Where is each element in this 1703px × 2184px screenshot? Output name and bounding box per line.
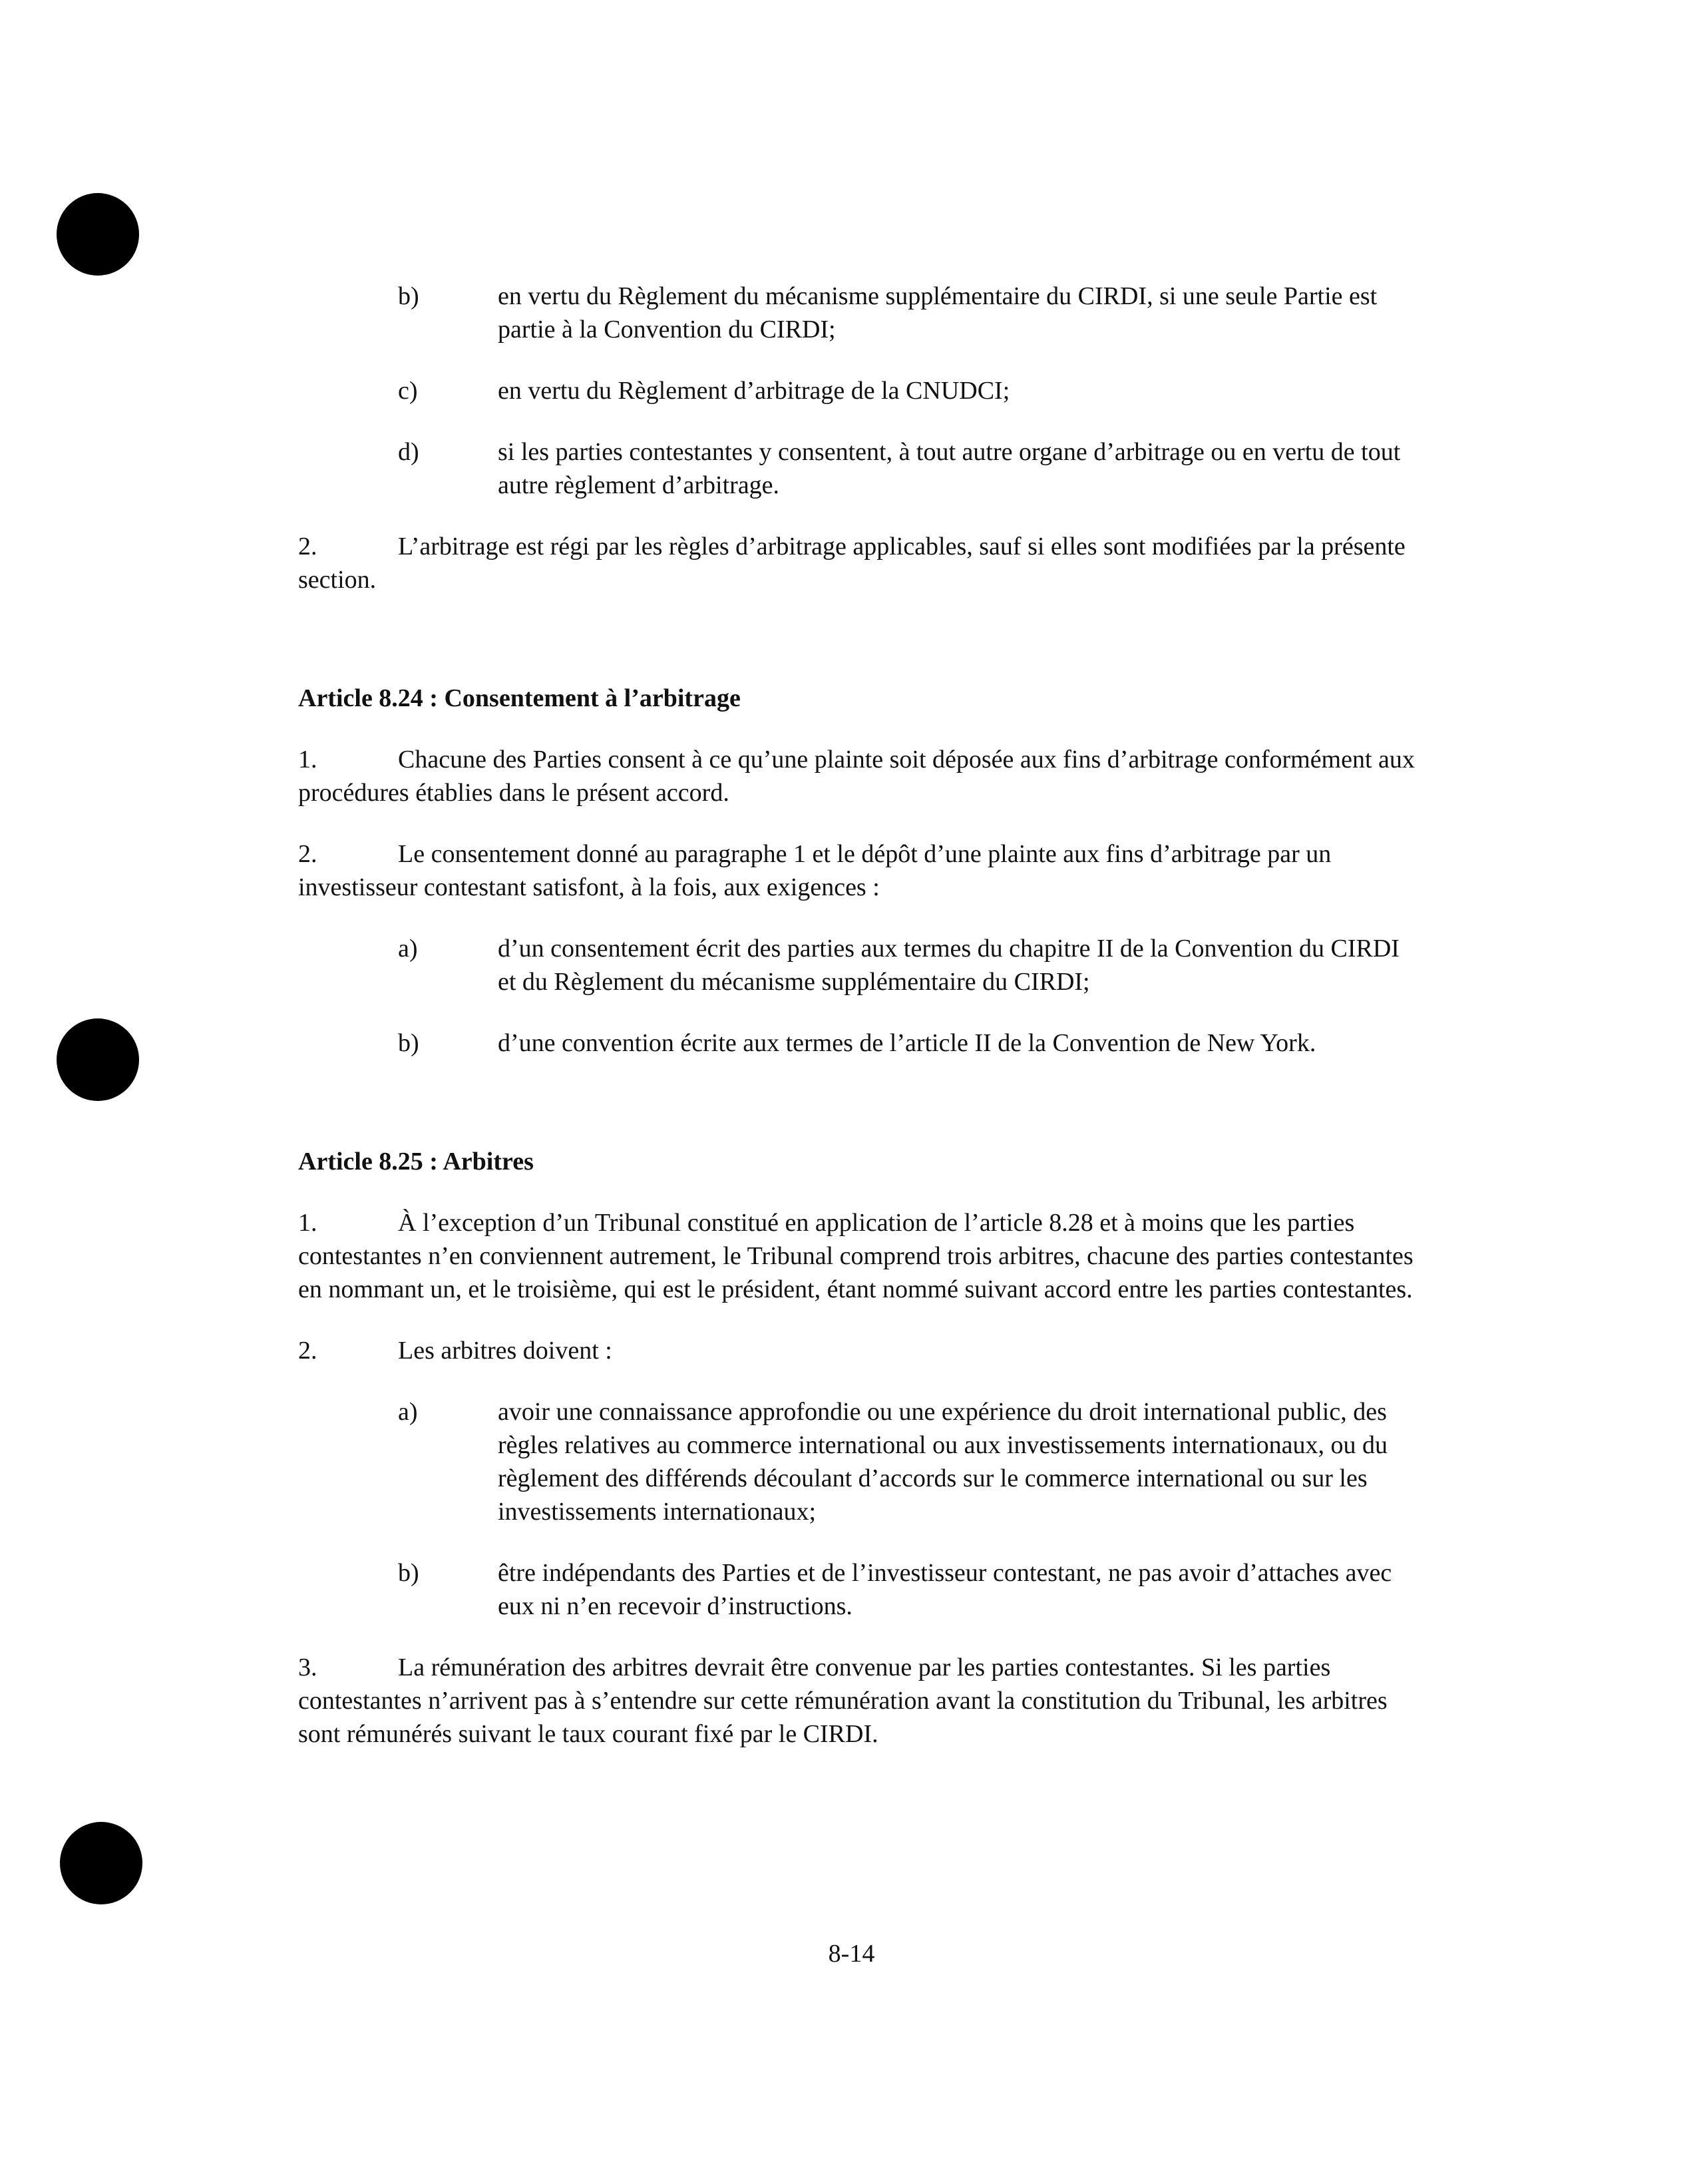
document-body <box>298 280 1416 1751</box>
paragraph-text: Chacune des Parties consent à ce qu’une plainte soit déposée aux fins d’arbitrage conformément aux procédures établies dans le présent accord. <box>298 746 1415 807</box>
item-label: b) <box>398 1559 419 1587</box>
paragraph <box>298 837 1416 904</box>
paragraph-text: À l’exception d’un Tribunal constitué en application de l’article 8.28 et à moins que les parties contestantes n’en conviennent autrement, le Tribunal comprend trois arbitres, chacune des parties contestantes en nommant un, et le troisième, qui est le président, étant nommé suivant accord entre les parties contestantes. <box>298 1209 1414 1303</box>
list-item <box>298 435 1416 502</box>
paragraph-number: 2. <box>298 1337 317 1365</box>
paragraph-number: 1. <box>298 746 317 773</box>
item-label: c) <box>398 377 418 405</box>
paragraph <box>298 743 1416 809</box>
paragraph <box>298 1334 1416 1367</box>
page-number: 8-14 <box>828 1940 875 1968</box>
item-text: si les parties contestantes y consentent, à tout autre organe d’arbitrage ou en vertu de tout autre règlement d’arbitrage. <box>498 438 1401 499</box>
item-text: avoir une connaissance approfondie ou une expérience du droit international public, des règles relatives au commerce international ou aux investissements internationaux, ou du règlement des différends découlant d’accords sur le commerce international ou sur les investissements internationaux; <box>498 1398 1388 1526</box>
list-item <box>298 280 1416 346</box>
item-text: en vertu du Règlement d’arbitrage de la CNUDCI; <box>498 377 1010 405</box>
list-item <box>298 1395 1416 1528</box>
paragraph-text: La rémunération des arbitres devrait être convenue par les parties contestantes. Si les parties contestantes n’arrivent pas à s’entendre sur cette rémunération avant la constitution du Tribunal, les arbitres sont rémunérés suivant le taux courant fixé par le CIRDI. <box>298 1653 1388 1748</box>
paragraph-number: 2. <box>298 533 317 560</box>
item-label: a) <box>398 1398 418 1426</box>
list-item <box>298 932 1416 998</box>
list-item <box>298 1556 1416 1623</box>
list-item <box>298 1026 1416 1060</box>
paragraph <box>298 530 1416 596</box>
paragraph <box>298 1206 1416 1306</box>
paragraph-number: 3. <box>298 1653 317 1681</box>
paragraph-number: 1. <box>298 1209 317 1237</box>
item-text: en vertu du Règlement du mécanisme supplémentaire du CIRDI, si une seule Partie est partie à la Convention du CIRDI; <box>498 282 1378 343</box>
punch-hole-top <box>57 193 139 276</box>
paragraph-text: L’arbitrage est régi par les règles d’arbitrage applicables, sauf si elles sont modifiées par la présente section. <box>298 533 1406 594</box>
punch-hole-middle <box>57 1018 139 1101</box>
item-text: d’un consentement écrit des parties aux termes du chapitre II de la Convention du CIRDI et du Règlement du mécanisme supplémentaire du CIRDI; <box>498 935 1400 996</box>
punch-hole-bottom <box>60 1822 142 1904</box>
item-text: être indépendants des Parties et de l’investisseur contestant, ne pas avoir d’attaches avec eux ni n’en recevoir d’instructions. <box>498 1559 1392 1620</box>
item-label: a) <box>398 935 418 963</box>
paragraph-text: Le consentement donné au paragraphe 1 et le dépôt d’une plainte aux fins d’arbitrage par un investisseur contestant satisfont, à la fois, aux exigences : <box>298 840 1332 901</box>
item-label: b) <box>398 282 419 310</box>
item-text: d’une convention écrite aux termes de l’article II de la Convention de New York. <box>498 1029 1316 1057</box>
paragraph-text: Les arbitres doivent : <box>398 1337 612 1365</box>
paragraph-number: 2. <box>298 840 317 868</box>
article-heading: Article 8.25 : Arbitres <box>298 1148 534 1176</box>
item-label: b) <box>398 1029 419 1057</box>
paragraph <box>298 1651 1416 1751</box>
article-heading: Article 8.24 : Consentement à l’arbitrage <box>298 684 741 712</box>
item-label: d) <box>398 438 419 466</box>
list-item <box>298 374 1416 407</box>
